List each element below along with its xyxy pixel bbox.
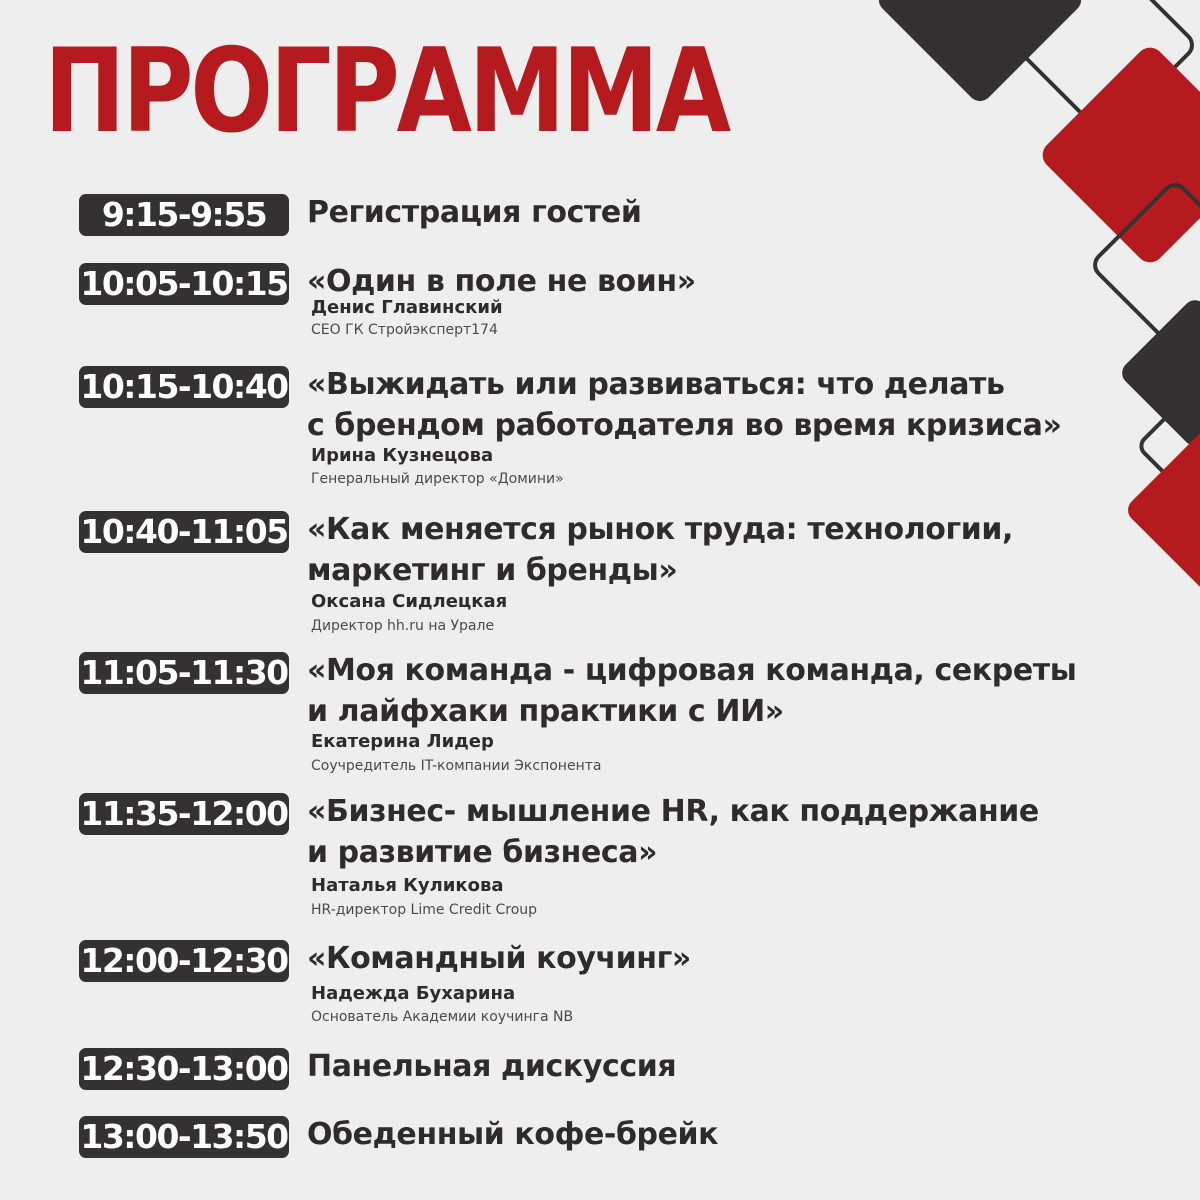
red-diamond-large [1037, 42, 1200, 268]
time-badge: 10:05-10:15 [80, 264, 288, 303]
session-title: и лайфхаки практики с ИИ» [307, 694, 784, 729]
session-title: «Один в поле не воин» [307, 264, 696, 299]
dark-diamond-top [874, 0, 1086, 106]
session-title: «Выжидать или развиваться: что делать [307, 367, 1005, 402]
outline-diamond-low [1137, 375, 1200, 516]
time-badge: 11:05-11:30 [80, 653, 288, 692]
session-title: «Командный коучинг» [307, 941, 691, 976]
speaker-role: HR-директор Lime Credit Croup [311, 902, 538, 918]
speaker-name: Ирина Кузнецова [311, 445, 494, 466]
red-diamond-low [1123, 418, 1200, 602]
session-title: Регистрация гостей [307, 195, 642, 230]
session-title: «Как меняется рынок труда: технологии, [307, 512, 1014, 547]
time-badge: 12:30-13:00 [80, 1049, 288, 1088]
speaker-name: Денис Главинский [311, 297, 503, 318]
outline-diamond-top [1013, 0, 1197, 137]
session-title: маркетинг и бренды» [307, 553, 678, 588]
speaker-role: Генеральный директор «Домини» [311, 471, 564, 487]
session-title: «Бизнес- мышление HR, как поддержание [307, 794, 1039, 829]
time-badge: 10:15-10:40 [80, 367, 288, 406]
session-title: «Моя команда - цифровая команда, секреты [307, 653, 1077, 688]
speaker-name: Надежда Бухарина [311, 983, 516, 1004]
speaker-name: Наталья Куликова [311, 875, 504, 896]
dark-diamond-mid [1117, 295, 1200, 451]
time-badge: 12:00-12:30 [80, 941, 288, 980]
session-title: Панельная дискуссия [307, 1049, 677, 1084]
speaker-name: Оксана Сидлецкая [311, 591, 508, 612]
speaker-role: Основатель Академии коучинга NB [311, 1009, 574, 1025]
time-badge: 13:00-13:50 [80, 1117, 288, 1156]
time-badge: 9:15-9:55 [79, 194, 289, 236]
time-badge: 11:35-12:00 [80, 794, 288, 833]
time-badge: 10:40-11:05 [80, 512, 288, 551]
speaker-name: Екатерина Лидер [311, 731, 494, 752]
speaker-role: CEO ГК Стройэксперт174 [311, 322, 498, 338]
page-title: ПРОГРАММА [44, 24, 728, 159]
session-title: с брендом работодателя во время кризиса» [307, 408, 1062, 443]
speaker-role: Соучредитель IT-компании Экспонента [311, 758, 602, 774]
session-title: Обеденный кофе-брейк [307, 1117, 719, 1152]
outline-diamond-mid [1090, 180, 1200, 350]
speaker-role: Директор hh.ru на Урале [311, 618, 495, 634]
session-title: и развитие бизнеса» [307, 835, 658, 870]
